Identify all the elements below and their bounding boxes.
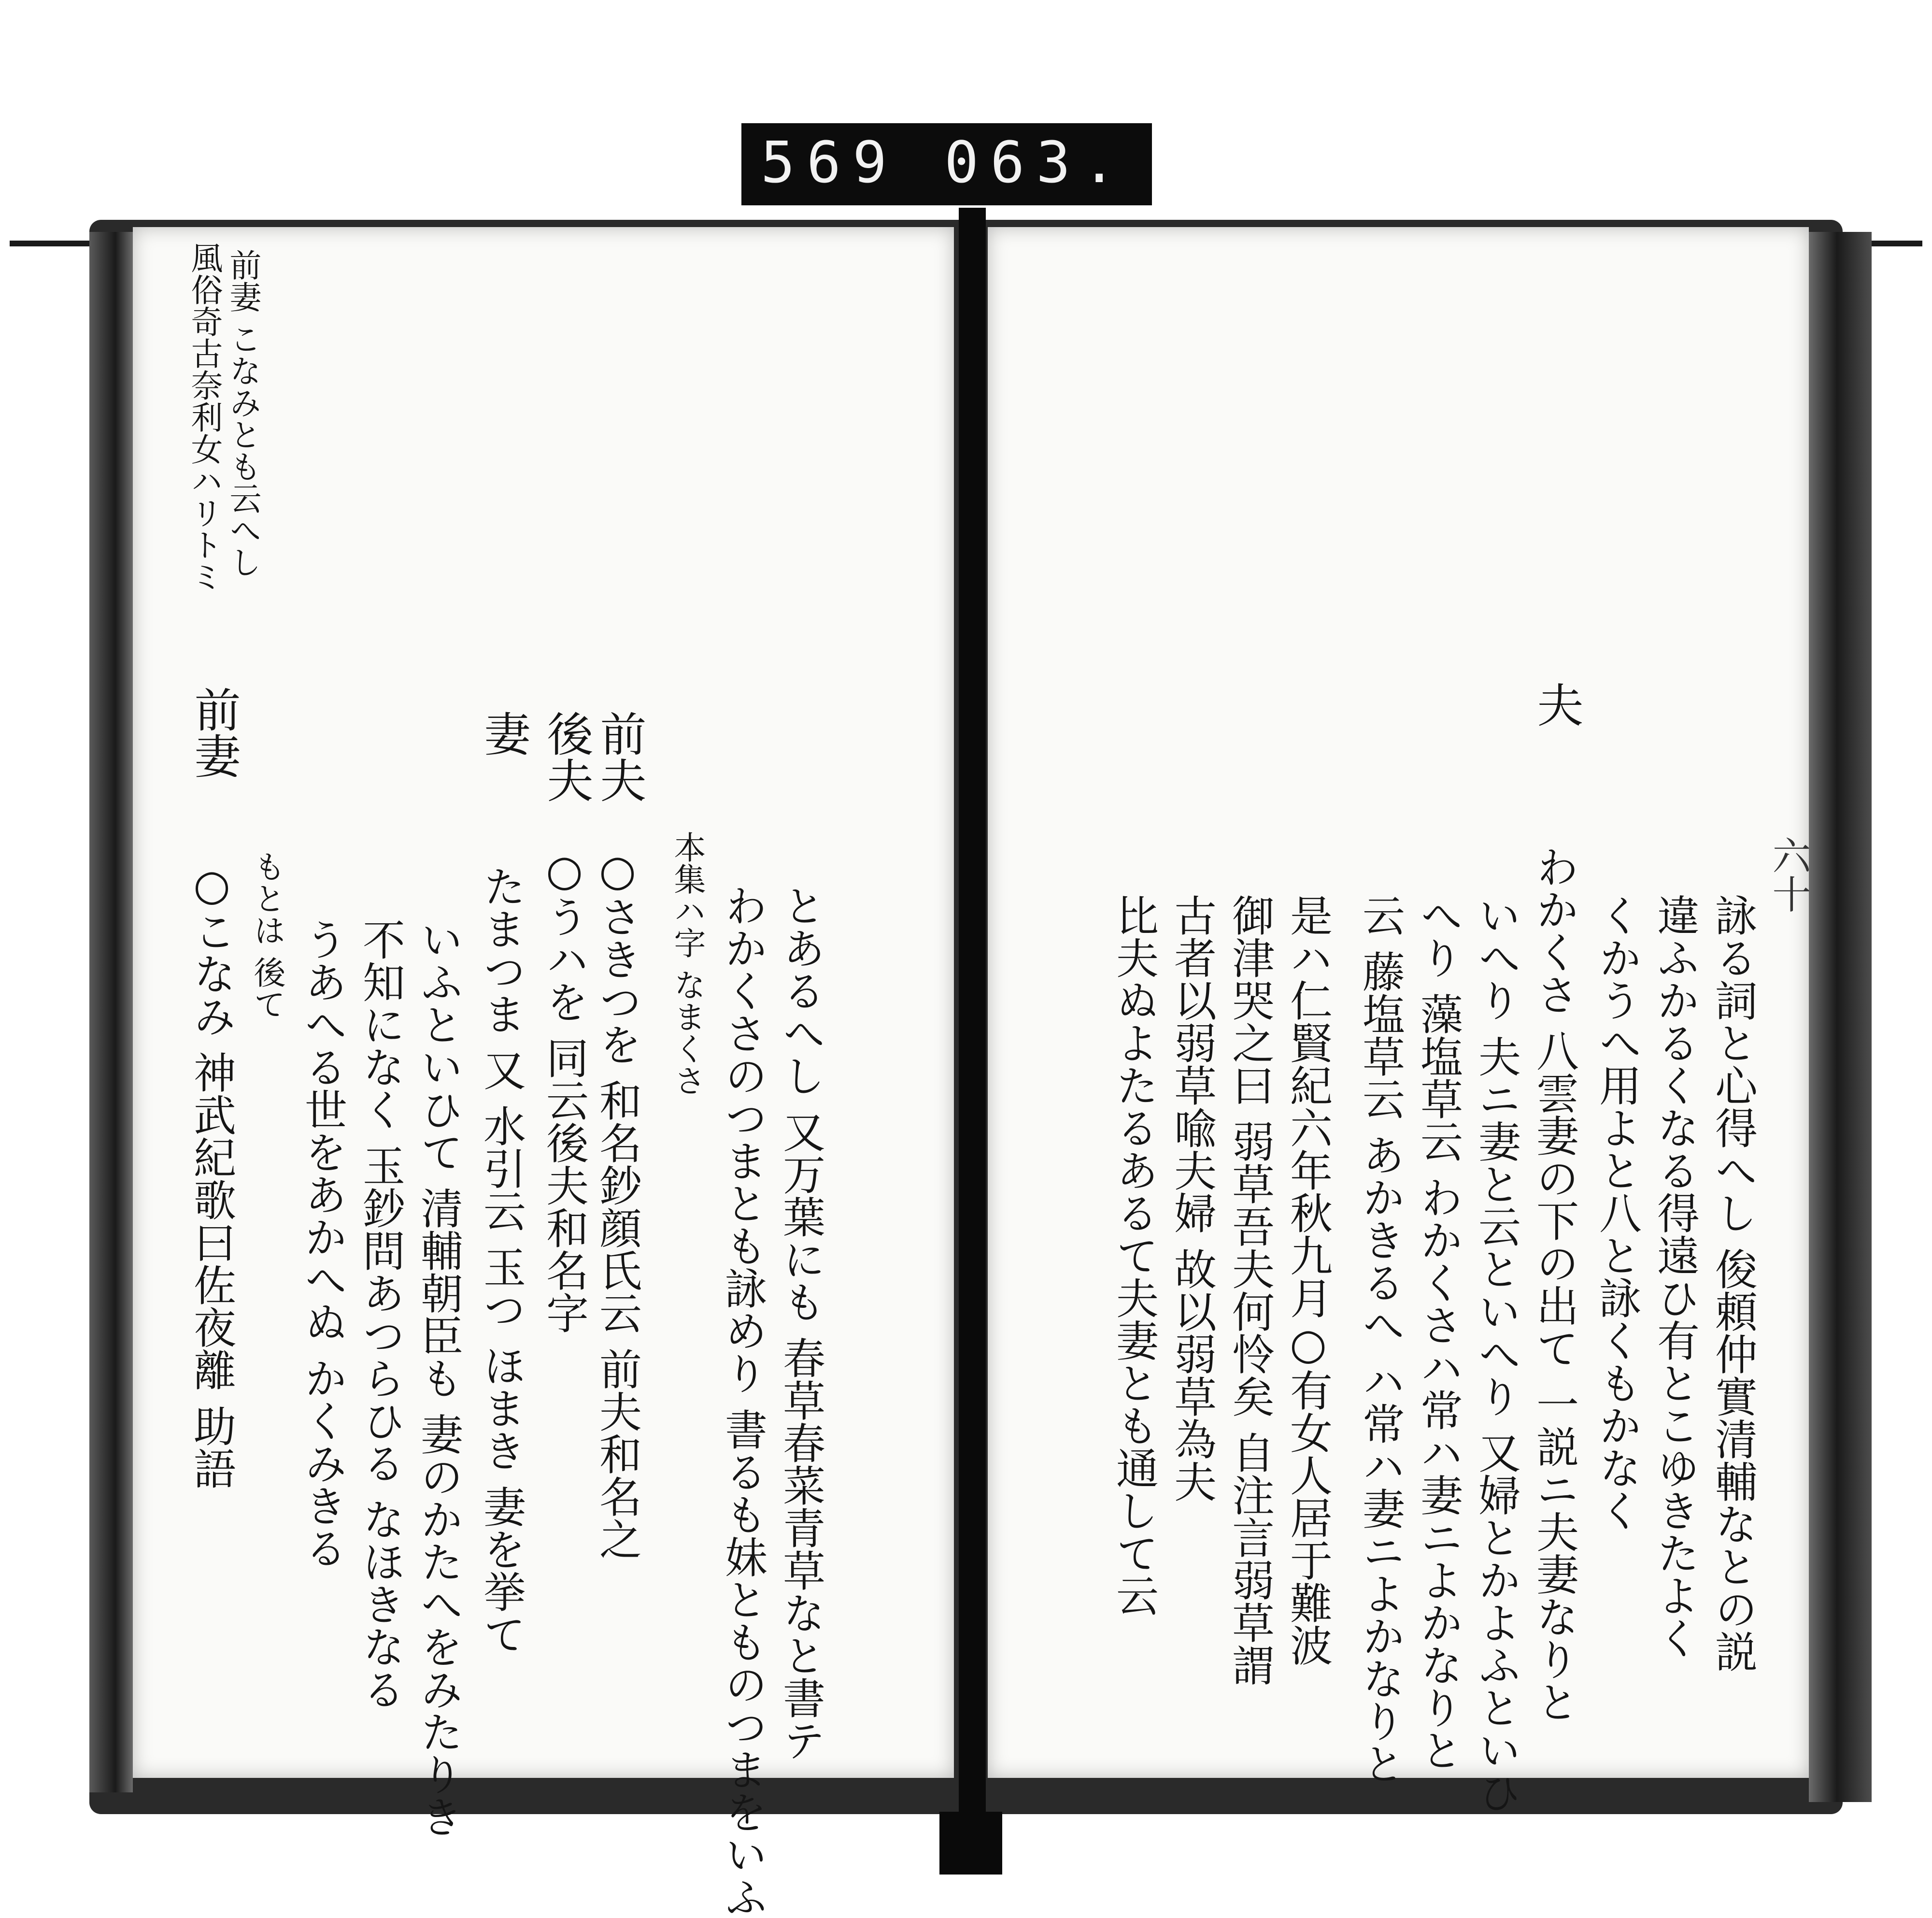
text-column: 御津哭之曰 弱草吾夫何怜矣 自注言弱草謂 (1225, 894, 1275, 1686)
text-column: わかくさのつまとも詠めり 書るも妹とものつまをいふ (718, 884, 768, 1918)
heading-otto: 夫 (1530, 681, 1584, 728)
heading-tsuma: 妻 (477, 710, 531, 757)
left-page (133, 227, 954, 1918)
text-column: 違ふかるくなる得遠ひ有とこゆきたよく (1650, 894, 1700, 1659)
text-column: 比夫ぬよたるあるて夫妻とも通して云 (1109, 894, 1159, 1617)
right-page-edges (1809, 232, 1872, 1802)
note-column: 風俗奇古奈利女ハリトミ (185, 242, 223, 592)
text-column: 古者以弱草喩夫婦 故以弱草為夫 (1167, 894, 1217, 1503)
book-gutter (959, 208, 986, 1843)
left-page-edges (89, 232, 133, 1792)
right-page (988, 227, 1811, 1814)
text-column: 不知になく 玉鈔問あつらひる なほきなる (356, 918, 406, 1710)
folio-number: 六十 (1766, 836, 1811, 913)
text-column: 本集ハ字 なまくさ (668, 831, 706, 1096)
text-column: 詠る詞と心得へし 俊頼仲實清輔なとの説 (1708, 894, 1758, 1673)
text-column: もとは 後て (248, 850, 285, 1020)
text-column: ○うハを 同云後夫和名字 (540, 845, 589, 1334)
gutter-foot-block (939, 1812, 1002, 1875)
text-column: へり 藻塩草云 わかくさハ常ハ妻ニよかなりと (1414, 894, 1463, 1771)
text-column: わかくさ 八雲妻の下の出て 一説ニ夫妻なりと (1530, 845, 1579, 1723)
text-column: ○こなみ 神武紀歌曰佐夜離 助語 (187, 860, 237, 1489)
text-column: くかうへ用よと八と詠くもかなく (1592, 894, 1642, 1532)
text-column: いふといひて 清輔朝臣も 妻のかたへをみたりき (414, 918, 464, 1838)
text-column: うあへる世をあかへぬ かくみきる (298, 918, 348, 1569)
text-column: たまつま 又 水引云 玉つ ほまき 妻を挙て (477, 865, 526, 1655)
text-column: ○さきつを 和名鈔顔氏云 前夫和名之 (593, 845, 642, 1560)
text-column: 是ハ仁賢紀六年秋九月○有女人居于難波 (1283, 894, 1333, 1666)
text-column: とあるへし 又万葉にも 春草春菜青草なと書テ (776, 884, 826, 1761)
text-column: 云 藤塩草云 あかきるへ ハ常ハ妻ニよかなりと (1356, 894, 1406, 1785)
note-column: 前妻 こなみとも云へし (224, 249, 261, 578)
text-column: いへり 夫ニ妻と云といへり 又婦とかよふといひ (1472, 894, 1521, 1814)
heading-gofu: 後夫 (540, 710, 594, 803)
heading-zenfu: 前夫 (593, 710, 647, 803)
heading-zensai: 前妻 (187, 686, 241, 779)
film-frame-label (741, 123, 1152, 205)
film-frame-number: 569 063. (761, 129, 1128, 196)
